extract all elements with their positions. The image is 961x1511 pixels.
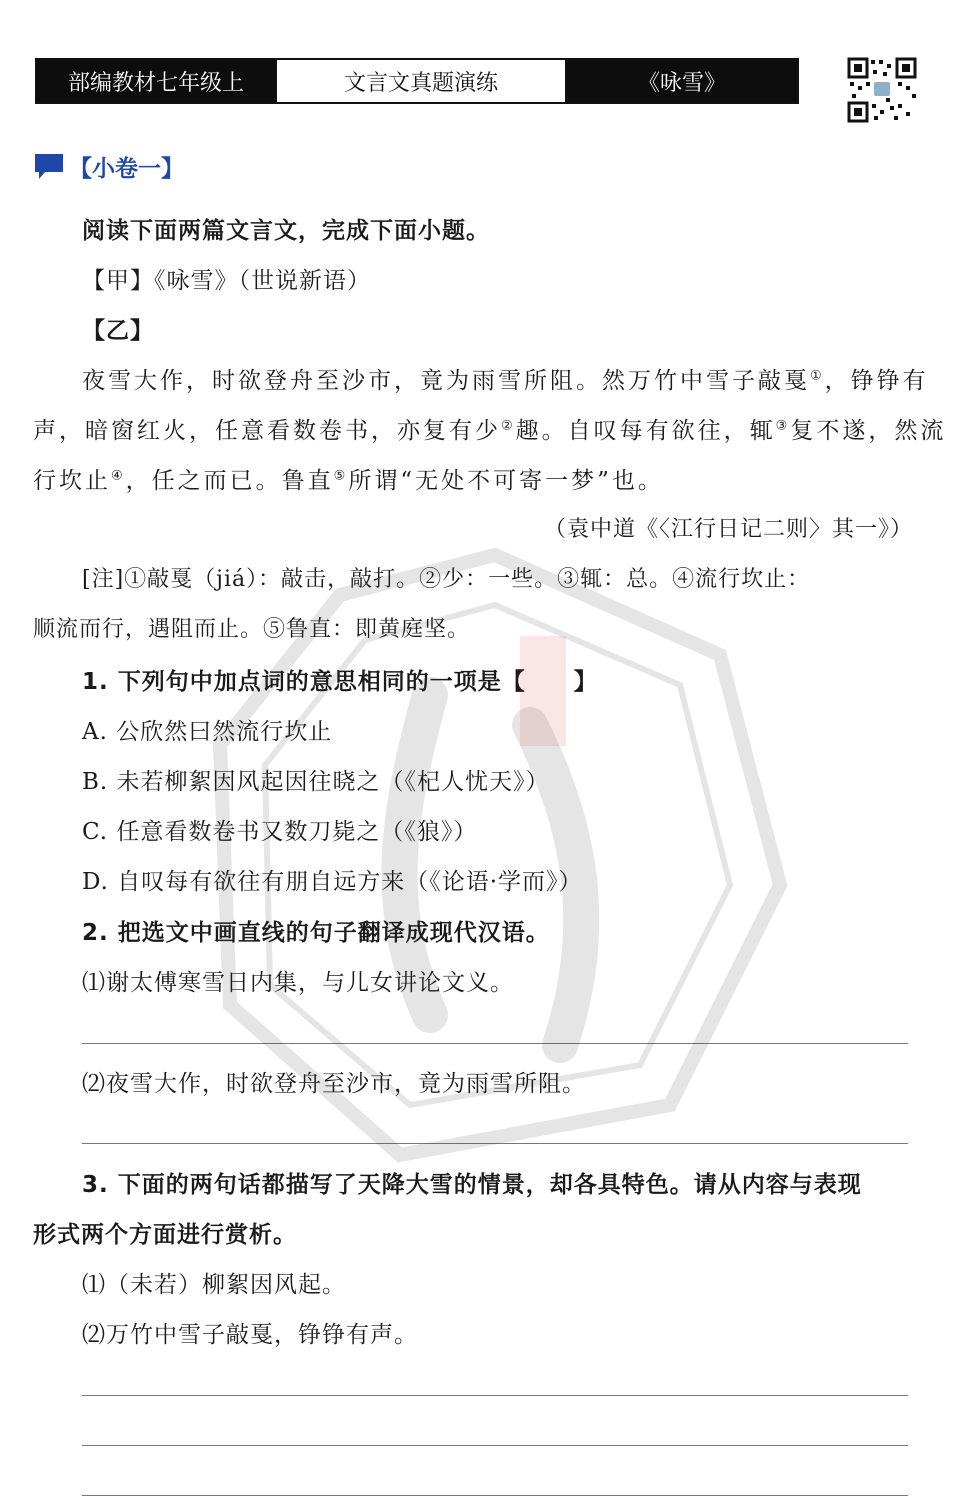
header-topic: 文言文真题演练 <box>275 60 567 102</box>
q2-sentence-2: ⑵夜雪大作，时欲登舟至沙市，竟为雨雪所阻。 <box>82 1071 586 1097</box>
chat-bubble-icon <box>33 152 65 182</box>
header-title: 《咏雪》 <box>567 60 797 102</box>
answer-line[interactable] <box>82 1495 908 1496</box>
q1-option-d: D. 自叹每有欲往有朋自远方来（《论语·学而》） <box>82 869 583 895</box>
note-ref-1: ① <box>810 368 825 384</box>
q1-option-b: B. 未若柳絮因风起因往晓之（《杞人忧天》） <box>82 769 550 795</box>
note-ref-2: ② <box>501 418 516 434</box>
q1-option-c: C. 任意看数卷书又数刀毙之（《狼》） <box>82 819 478 845</box>
header-bar <box>35 58 799 104</box>
notes-line-1: [注]①敲戛（jiá）：敲击，敲打。②少：一些。③辄：总。④流行坎止： <box>82 567 811 592</box>
passage-line-2: 声，暗窗红火，任意看数卷书，亦复有少②趣。自叹每有欲往，辄③复不遂，然流 <box>33 418 947 444</box>
q3-stem-line-1: 3. 下面的两句话都描写了天降大雪的情景，却各具特色。请从内容与表现 <box>82 1172 862 1198</box>
q1-option-a: A. 公欣然曰然流行坎止 <box>82 719 333 745</box>
passage-source: （袁中道《〈江行日记二则〉其一》） <box>543 517 913 542</box>
q2-sentence-1: ⑴谢太傅寒雪日内集，与儿女讲论文义。 <box>82 970 514 996</box>
note-ref-5: ⑤ <box>333 468 349 484</box>
answer-line[interactable] <box>82 1043 908 1044</box>
q2-stem: 2. 把选文中画直线的句子翻译成现代汉语。 <box>82 920 550 946</box>
q3-stem-line-2: 形式两个方面进行赏析。 <box>33 1222 297 1248</box>
qr-code-icon <box>846 56 918 124</box>
q1-stem: 1. 下列句中加点词的意思相同的一项是【 】 <box>82 669 598 695</box>
passage-line-1: 夜雪大作，时欲登舟至沙市，竟为雨雪所阻。然万竹中雪子敲戛①，铮铮有 <box>82 368 929 394</box>
q3-sentence-2: ⑵万竹中雪子敲戛，铮铮有声。 <box>82 1322 418 1348</box>
instruction-text: 阅读下面两篇文言文，完成下面小题。 <box>82 218 490 244</box>
passage-jia-title: 【甲】《咏雪》（世说新语） <box>82 268 371 294</box>
notes-line-2: 顺流而行，遇阻而止。⑤鲁直：即黄庭坚。 <box>33 617 471 642</box>
watermark-stamp <box>520 636 566 746</box>
answer-line[interactable] <box>82 1445 908 1446</box>
answer-line[interactable] <box>82 1395 908 1396</box>
answer-line[interactable] <box>82 1143 908 1144</box>
header-grade: 部编教材七年级上 <box>37 60 275 102</box>
note-ref-3: ③ <box>775 418 791 434</box>
section-title: 【小卷一】 <box>69 156 184 182</box>
note-ref-4: ④ <box>111 468 126 484</box>
q3-sentence-1: ⑴（未若）柳絮因风起。 <box>82 1272 346 1298</box>
passage-yi-title: 【乙】 <box>82 318 154 344</box>
section-heading <box>33 150 184 183</box>
passage-line-3: 行坎止④，任之而已。鲁直⑤所谓“无处不可寄一梦”也。 <box>33 468 664 494</box>
